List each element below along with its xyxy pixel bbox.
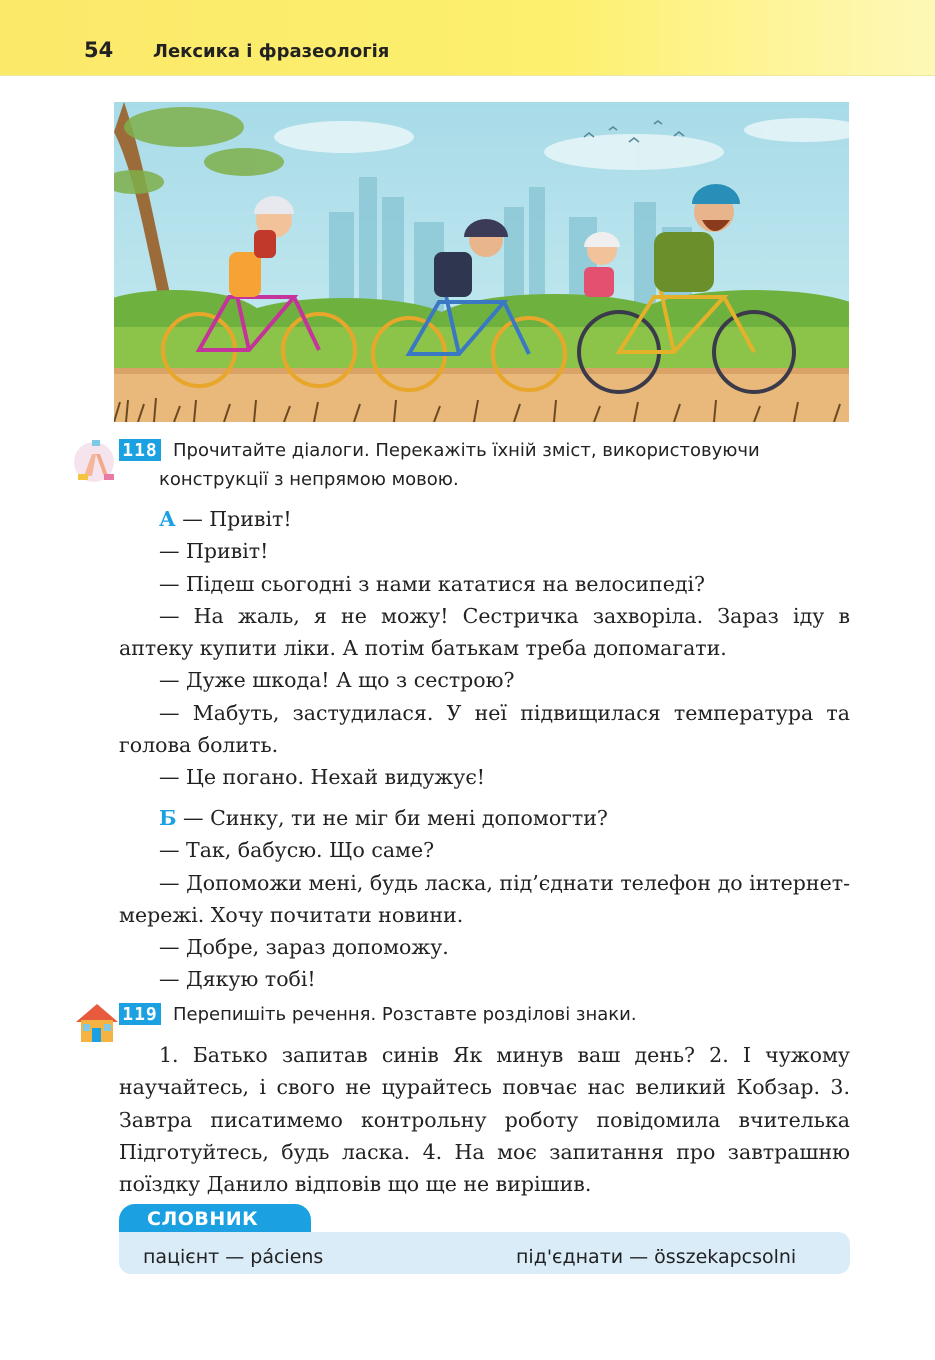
dictionary-title: СЛОВНИК — [119, 1204, 311, 1234]
dialog-line: А — Привіт! — [159, 507, 292, 531]
task-number-badge: 119 — [119, 1003, 161, 1025]
task-119-sentences — [119, 1039, 850, 1200]
dialog-marker: А — [159, 507, 176, 531]
cycling-family-illustration — [114, 102, 849, 422]
task-instruction: Перепишіть речення. Розставте розділові знаки. — [173, 1004, 637, 1025]
dictionary-entry: пацієнт — páciens — [143, 1246, 324, 1268]
dialog-line: — Це погано. Нехай видужує! — [159, 765, 486, 790]
dictionary-entry: під'єднати — összekapcsolni — [516, 1246, 797, 1268]
dialog-b — [119, 802, 850, 996]
dialog-line: — Мабуть, застудилася. У неї підвищилася температура та голова болить. — [119, 700, 850, 758]
instruction-line-2: конструкції з непрямою мовою. — [159, 469, 459, 490]
dialog-line: — На жаль, я не можу! Сестричка захворіла. Зараз іду в аптеку купити ліки. А потім батькам треба допомагати. — [119, 603, 850, 661]
house-icon — [70, 1000, 120, 1048]
task-119 — [70, 1000, 860, 1044]
header-divider — [0, 75, 935, 76]
task-number-badge: 118 — [119, 439, 161, 461]
dialog-line: — Так, бабусю. Що саме? — [159, 838, 435, 863]
task-118 — [70, 436, 860, 492]
dialog-line: — Дуже шкода! А що з сестрою? — [159, 668, 515, 693]
page-number: 54 — [84, 38, 114, 62]
section-title: Лексика і фразеологія — [153, 41, 390, 62]
exercise-text: 1. Батько запитав синів Як минув ваш день? 2. І чужому научайтесь, і свого не цурайтесь повчає нас великий Кобзар. 3. Завтра писатимемо контрольну роботу повідомила вчителька Підготуйтесь, будь ласка. 4. На моє запитання про завтрашню поїздку Данило відповів що ще не вирішив. — [119, 1043, 850, 1197]
dialog-line: — Добре, зараз допоможу. — [159, 935, 449, 960]
dialog-marker: Б — [159, 806, 177, 830]
dialog-a — [119, 503, 850, 794]
dialog-line: — Підеш сьогодні з нами кататися на велосипеді? — [159, 571, 705, 596]
page-header — [0, 0, 935, 76]
dialog-line: Б — Синку, ти не міг би мені допомогти? — [159, 806, 608, 830]
dialog-line: — Допоможи мені, будь ласка, під’єднати телефон до інтернет-мережі. Хочу почитати новини. — [119, 870, 850, 927]
instruction-line-1: Прочитайте діалоги. Перекажіть їхній зміст, використовуючи — [173, 440, 760, 461]
hands-icon — [70, 436, 120, 484]
dialog-line: — Привіт! — [159, 539, 269, 564]
dialog-line: — Дякую тобі! — [159, 967, 316, 992]
task-instruction — [159, 436, 860, 494]
